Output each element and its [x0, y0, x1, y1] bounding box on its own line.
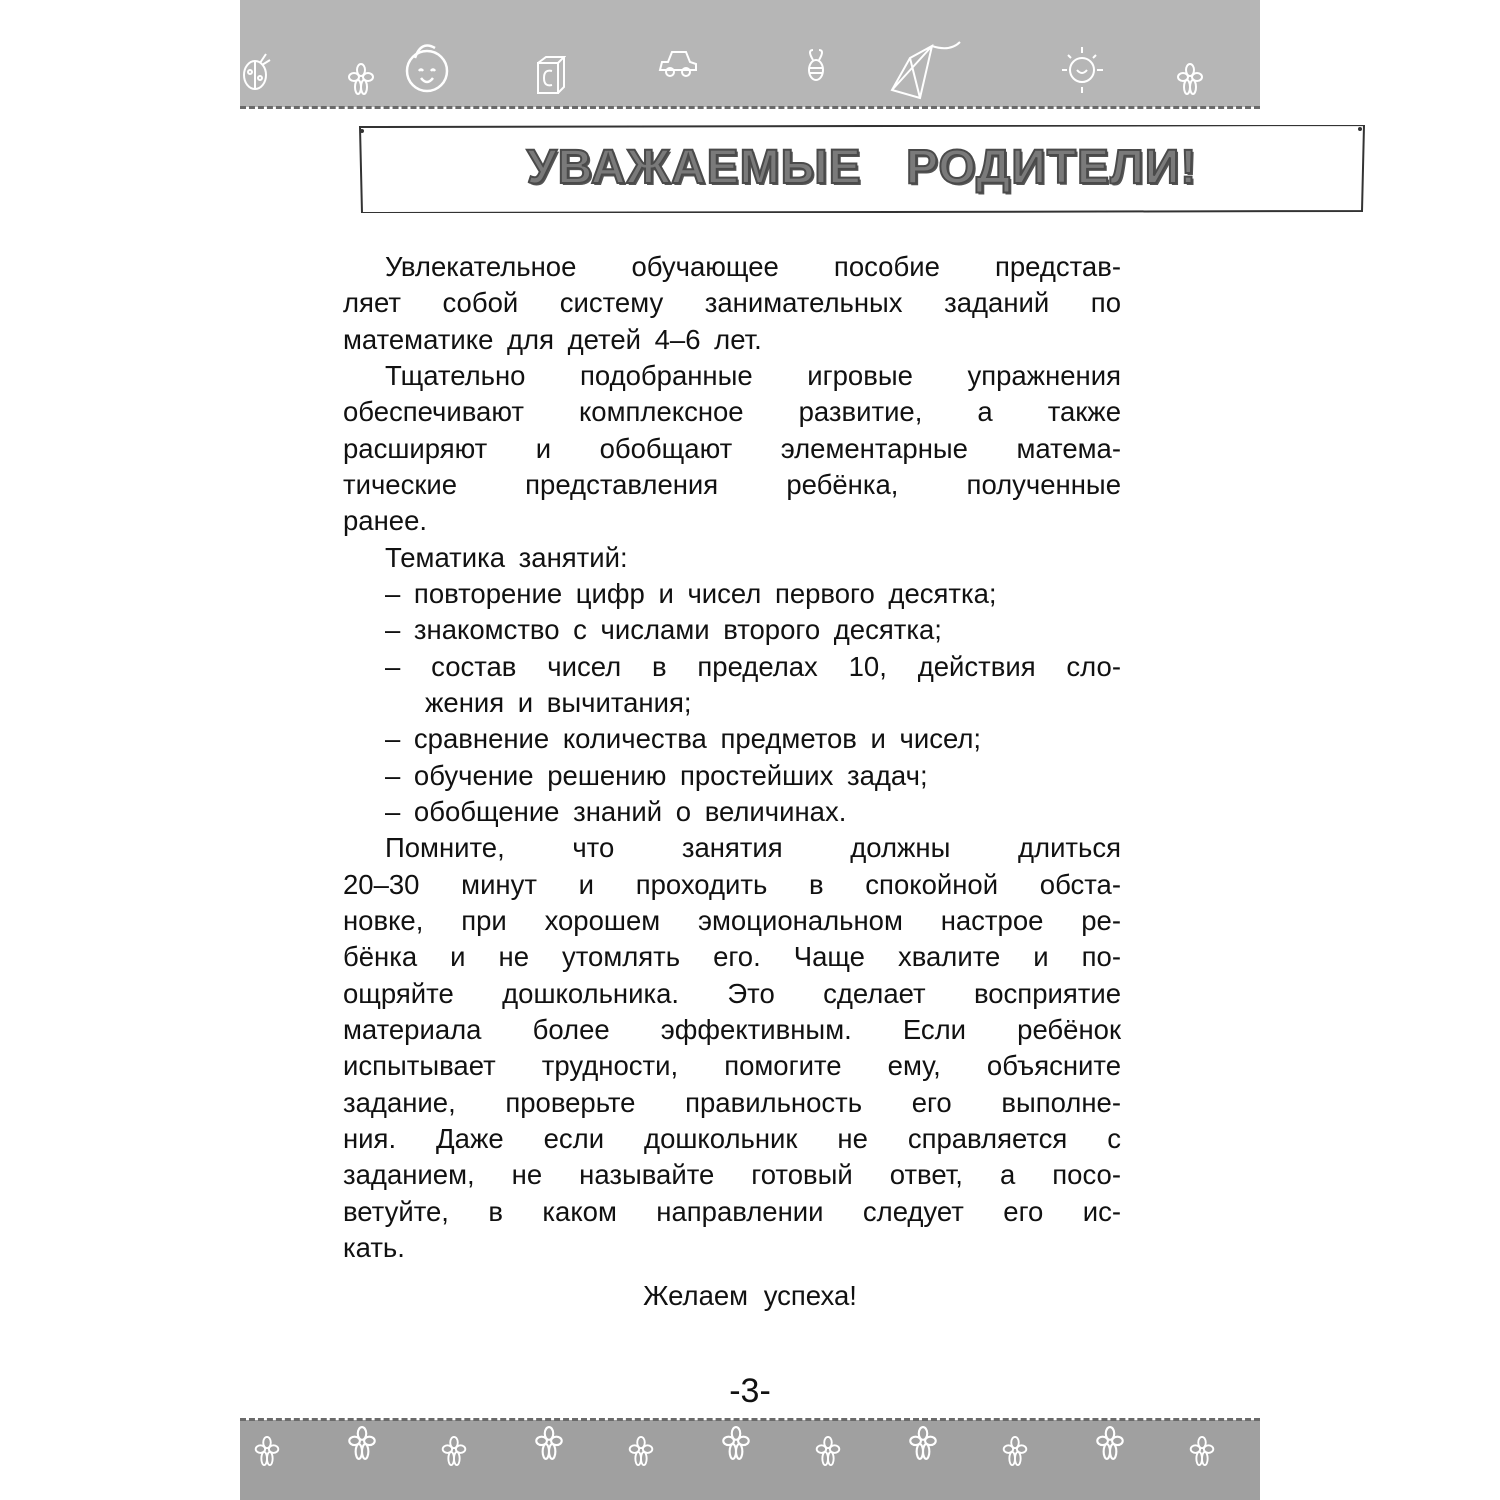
flower-icon — [1096, 1425, 1124, 1461]
header-band — [240, 0, 1260, 107]
text-line: – состав чисел в пределах 10, действия сло- — [385, 650, 1121, 682]
text-line: материала более эффективным. Если ребёнок — [343, 1013, 1121, 1045]
footer-dashed-divider — [240, 1418, 1260, 1421]
flower-icon — [1189, 1435, 1215, 1467]
page-number: -3- — [729, 1372, 771, 1410]
flower-icon — [722, 1425, 750, 1461]
flower-icon — [535, 1425, 563, 1461]
text-line: Тематика занятий: — [385, 541, 628, 573]
text-line: кать. — [343, 1231, 405, 1263]
text-line: расширяют и обобщают элементарные матема- — [343, 432, 1121, 464]
text-line: заданием, не называйте готовый ответ, а посо- — [343, 1159, 1121, 1191]
flower-icon — [628, 1435, 654, 1467]
text-line: ветуйте, в каком направлении следует его ис- — [343, 1195, 1121, 1227]
text-line: – обучение решению простейших задач; — [385, 759, 928, 791]
text-line: – знакомство с числами второго десятка; — [385, 614, 942, 646]
flower-icon — [254, 1435, 280, 1467]
flower-icon — [441, 1435, 467, 1467]
page-title: УВАЖАЕМЫЕ РОДИТЕЛИ! — [526, 141, 1198, 194]
text-line: Помните, что занятия должны длиться — [385, 832, 1121, 864]
text-line: ощряйте дошкольника. Это сделает восприятие — [343, 977, 1121, 1009]
text-line: испытывает трудности, помогите ему, объясните — [343, 1050, 1121, 1082]
text-line: ранее. — [343, 505, 428, 537]
text-line: тические представления ребёнка, полученные — [343, 468, 1121, 500]
car-icon — [658, 48, 698, 80]
flower-icon — [909, 1425, 937, 1461]
flower-icon — [348, 1425, 376, 1461]
kite-icon — [890, 38, 970, 100]
boy-face-icon — [405, 38, 450, 96]
text-line: жения и вычитания; — [425, 686, 692, 718]
text-line: Тщательно подобранные игровые упражнения — [385, 359, 1121, 391]
flower-icon — [1177, 62, 1203, 96]
text-line: Увлекательное обучающее пособие представ- — [385, 251, 1121, 282]
flower-icon — [1002, 1435, 1028, 1467]
text-line: новке, при хорошем эмоциональном настрое ре- — [343, 904, 1121, 936]
closing-line: Желаем успеха! — [643, 1280, 857, 1311]
letter-block-icon — [536, 55, 566, 95]
text-line: обеспечивают комплексное развитие, а также — [343, 396, 1121, 428]
text-line: – повторение цифр и чисел первого десятка; — [385, 577, 997, 609]
text-line: ния. Даже если дошкольник не справляется с — [343, 1122, 1121, 1154]
text-line: 20–30 минут и проходить в спокойной обста- — [343, 868, 1121, 900]
text-line: бёнка и не утомлять его. Чаще хвалите и по- — [343, 941, 1121, 973]
bee-icon — [805, 48, 827, 84]
text-line: – сравнение количества предметов и чисел; — [385, 723, 982, 755]
text-line: ляет собой систему занимательных заданий по — [343, 287, 1121, 319]
text-line: задание, проверьте правильность его выполне- — [343, 1086, 1121, 1118]
sun-icon — [1060, 45, 1105, 95]
flower-icon — [348, 62, 374, 96]
text-line: математике для детей 4–6 лет. — [343, 323, 762, 355]
text-line: – обобщение знаний о величинах. — [385, 795, 847, 827]
flower-icon — [815, 1435, 841, 1467]
header-dashed-divider — [240, 106, 1260, 109]
footer-band — [240, 1420, 1260, 1500]
ladybug-icon — [242, 48, 272, 93]
